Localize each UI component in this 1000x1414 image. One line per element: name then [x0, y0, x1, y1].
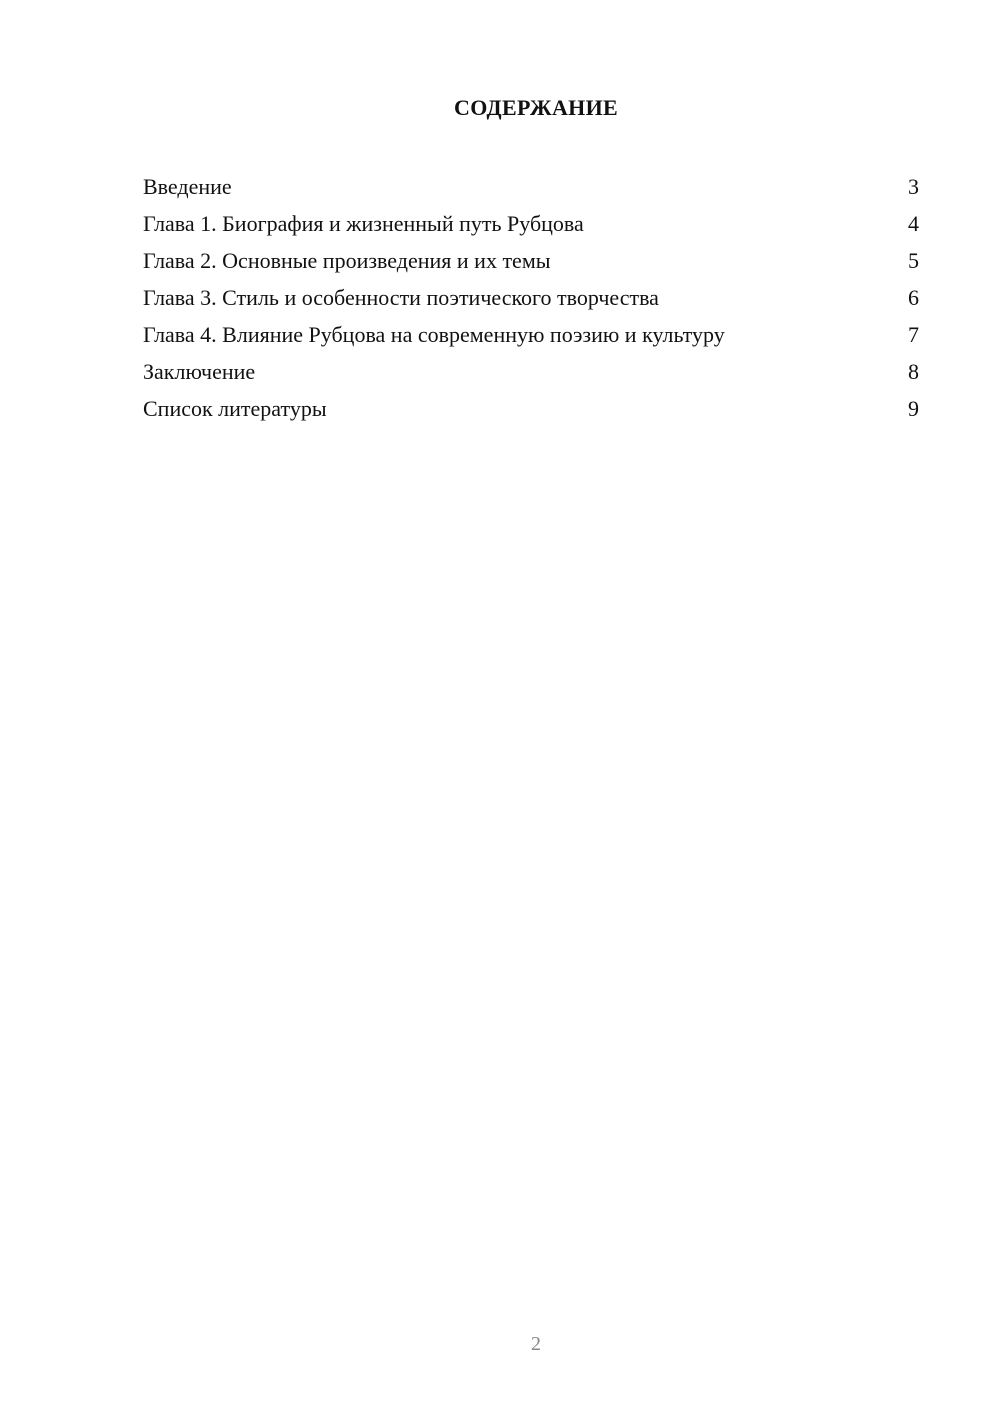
toc-entry-chapter-4	[143, 316, 919, 353]
toc-entry-conclusion	[143, 353, 919, 390]
toc-entry-chapter-1	[143, 205, 919, 242]
toc-entry-label: Глава 2. Основные произведения и их темы	[143, 248, 551, 273]
toc-entry-label: Глава 3. Стиль и особенности поэтического творчества	[143, 285, 659, 310]
toc-entry-references	[143, 390, 919, 427]
toc-entry-label: Глава 1. Биография и жизненный путь Рубцова	[143, 211, 584, 236]
page-number: 2	[531, 1333, 541, 1355]
toc-entry-chapter-3	[143, 279, 919, 316]
toc-entry-page: 6	[908, 285, 919, 310]
toc-entry-page: 5	[908, 248, 919, 273]
toc-entry-label: Глава 4. Влияние Рубцова на современную поэзию и культуру	[143, 322, 725, 347]
toc-entry-page: 9	[908, 396, 919, 421]
toc-entry-label: Введение	[143, 174, 232, 199]
toc-entry-introduction	[143, 168, 919, 205]
toc-title: СОДЕРЖАНИЕ	[454, 95, 618, 120]
table-of-contents	[143, 168, 919, 427]
toc-entry-page: 3	[908, 174, 919, 199]
toc-entry-label: Список литературы	[143, 396, 327, 421]
toc-entry-page: 7	[908, 322, 919, 347]
toc-entry-chapter-2	[143, 242, 919, 279]
toc-entry-page: 8	[908, 359, 919, 384]
toc-entry-page: 4	[908, 211, 919, 236]
toc-entry-label: Заключение	[143, 359, 256, 384]
